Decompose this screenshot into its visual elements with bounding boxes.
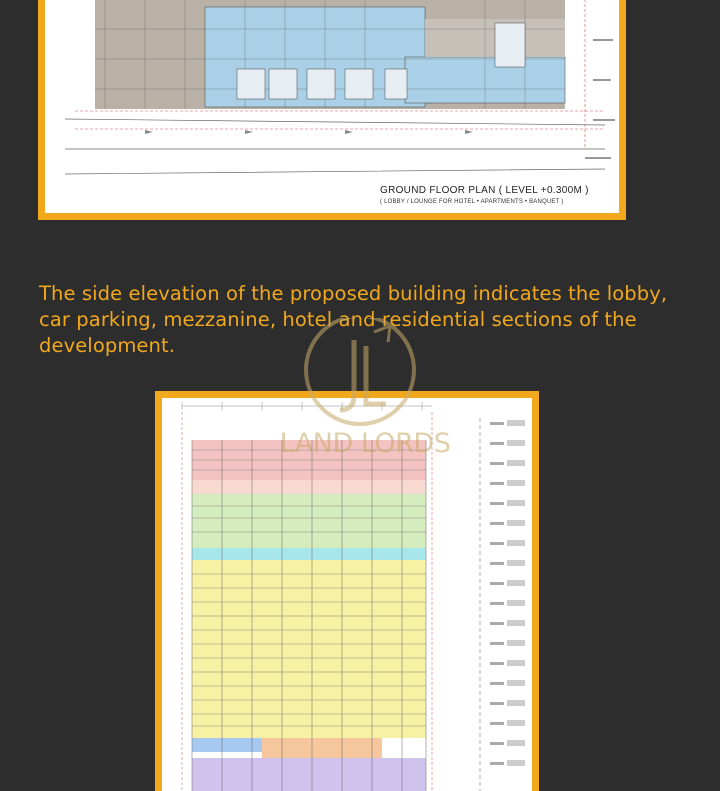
ground-floor-plan-image: [38, 0, 626, 220]
watermark-brand-text: LAND LORDS: [279, 428, 451, 459]
elevation-caption: The side elevation of the proposed building indicates the lobby, car parking, mezzanine, hotel and residential sections of the development.: [39, 282, 668, 357]
side-elevation-drawing: [162, 398, 532, 791]
plan-title: GROUND FLOOR PLAN ( LEVEL +0.300M ): [380, 185, 589, 196]
side-elevation-image: [155, 391, 539, 791]
floor-plan-drawing: [45, 0, 619, 213]
plan-subtitle: ( LOBBY / LOUNGE FOR HOTEL • APARTMENTS • BANQUET ): [380, 199, 564, 205]
